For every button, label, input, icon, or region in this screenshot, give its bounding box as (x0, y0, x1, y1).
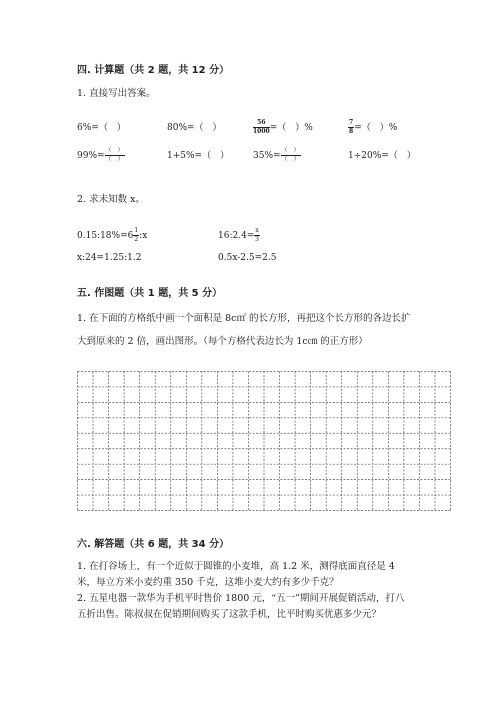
fraction-denominator: 8 (349, 128, 354, 135)
section4-title: 四. 计算题（共 2 题，共 12 分） (77, 65, 230, 76)
equation-item (77, 228, 147, 243)
calc-item (253, 148, 301, 163)
fraction-denominator: （ ） (105, 156, 124, 163)
section6-q1-line2: 米，每立方米小麦约重 350 千克，这堆小麦大约有多少千克？ (77, 577, 339, 588)
calc-item: 1÷20%=（ ） (348, 151, 416, 161)
calc-item-tail: =（ ）% (354, 123, 398, 133)
section6-q2-line1: 2. 五星电器一款华为手机平时售价 1800 元，“五一”期间开展促销活动，打八 (77, 593, 405, 604)
calc-item-tail: =（ ）% (269, 123, 313, 133)
section4-q2-prompt: 2. 求未知数 x。 (77, 194, 145, 205)
section5-q1-line1: 1. 在下面的方格纸中画一个面积是 8c㎡ 的长方形，再把这个长方形的各边长扩 (77, 313, 411, 324)
fraction (281, 148, 301, 163)
fraction-numerator: 7 (349, 119, 354, 126)
fraction-denominator: 1000 (253, 128, 270, 135)
section5-q1-line2: 大到原来的 2 倍，画出图形。（每个方格代表边长为 1c㎝ 的正方形） (77, 336, 368, 347)
fraction-numerator: x (255, 227, 259, 234)
fraction-numerator: 1 (134, 227, 139, 234)
fraction-numerator: 56 (253, 120, 270, 128)
fraction (253, 120, 270, 135)
calc-item-head: 99%= (77, 151, 105, 161)
equation-part: :x (139, 231, 148, 241)
calc-item: 1+5%=（ ） (167, 151, 230, 161)
fraction-denominator: 3 (255, 236, 259, 243)
equation-part: 0.15:18%=6 (77, 231, 134, 241)
section6-title: 六. 解答题（共 6 题，共 34 分） (77, 539, 230, 550)
section6-q2-line2: 五折出售。陈叔叔在促销期间购买了这款手机，比平时购买优惠多少元？ (77, 609, 382, 620)
equation-part: 16:2.4= (218, 231, 255, 241)
fraction (105, 148, 125, 163)
calc-item (348, 120, 397, 135)
calc-item: 80%=（ ） (167, 123, 222, 133)
calc-item: 6%=（ ） (77, 123, 126, 133)
calc-item (253, 120, 313, 135)
section4-q1-prompt: 1. 直接写出答案。 (77, 88, 156, 99)
section6-q1-line1: 1. 在打谷场上，有一个近似于圆锥的小麦堆，高 1.2 米，测得底面直径是 4 (77, 561, 395, 572)
fraction-numerator: （ ） (105, 147, 124, 154)
square-grid-lines (77, 371, 451, 511)
calc-item (77, 148, 125, 163)
fraction-denominator: 2 (134, 236, 139, 243)
fraction (254, 228, 259, 243)
fraction-denominator: （ ） (281, 156, 300, 163)
equation-item: 0.5x-2.5=2.5 (218, 253, 277, 263)
fraction-numerator: （ ） (281, 147, 300, 154)
section5-title: 五. 作图题（共 1 题，共 5 分） (77, 288, 223, 299)
calc-item-head: 35%= (253, 151, 281, 161)
equation-item: x:24=1.25:1.2 (77, 253, 142, 263)
square-grid[interactable] (77, 371, 451, 511)
equation-item (218, 228, 260, 243)
